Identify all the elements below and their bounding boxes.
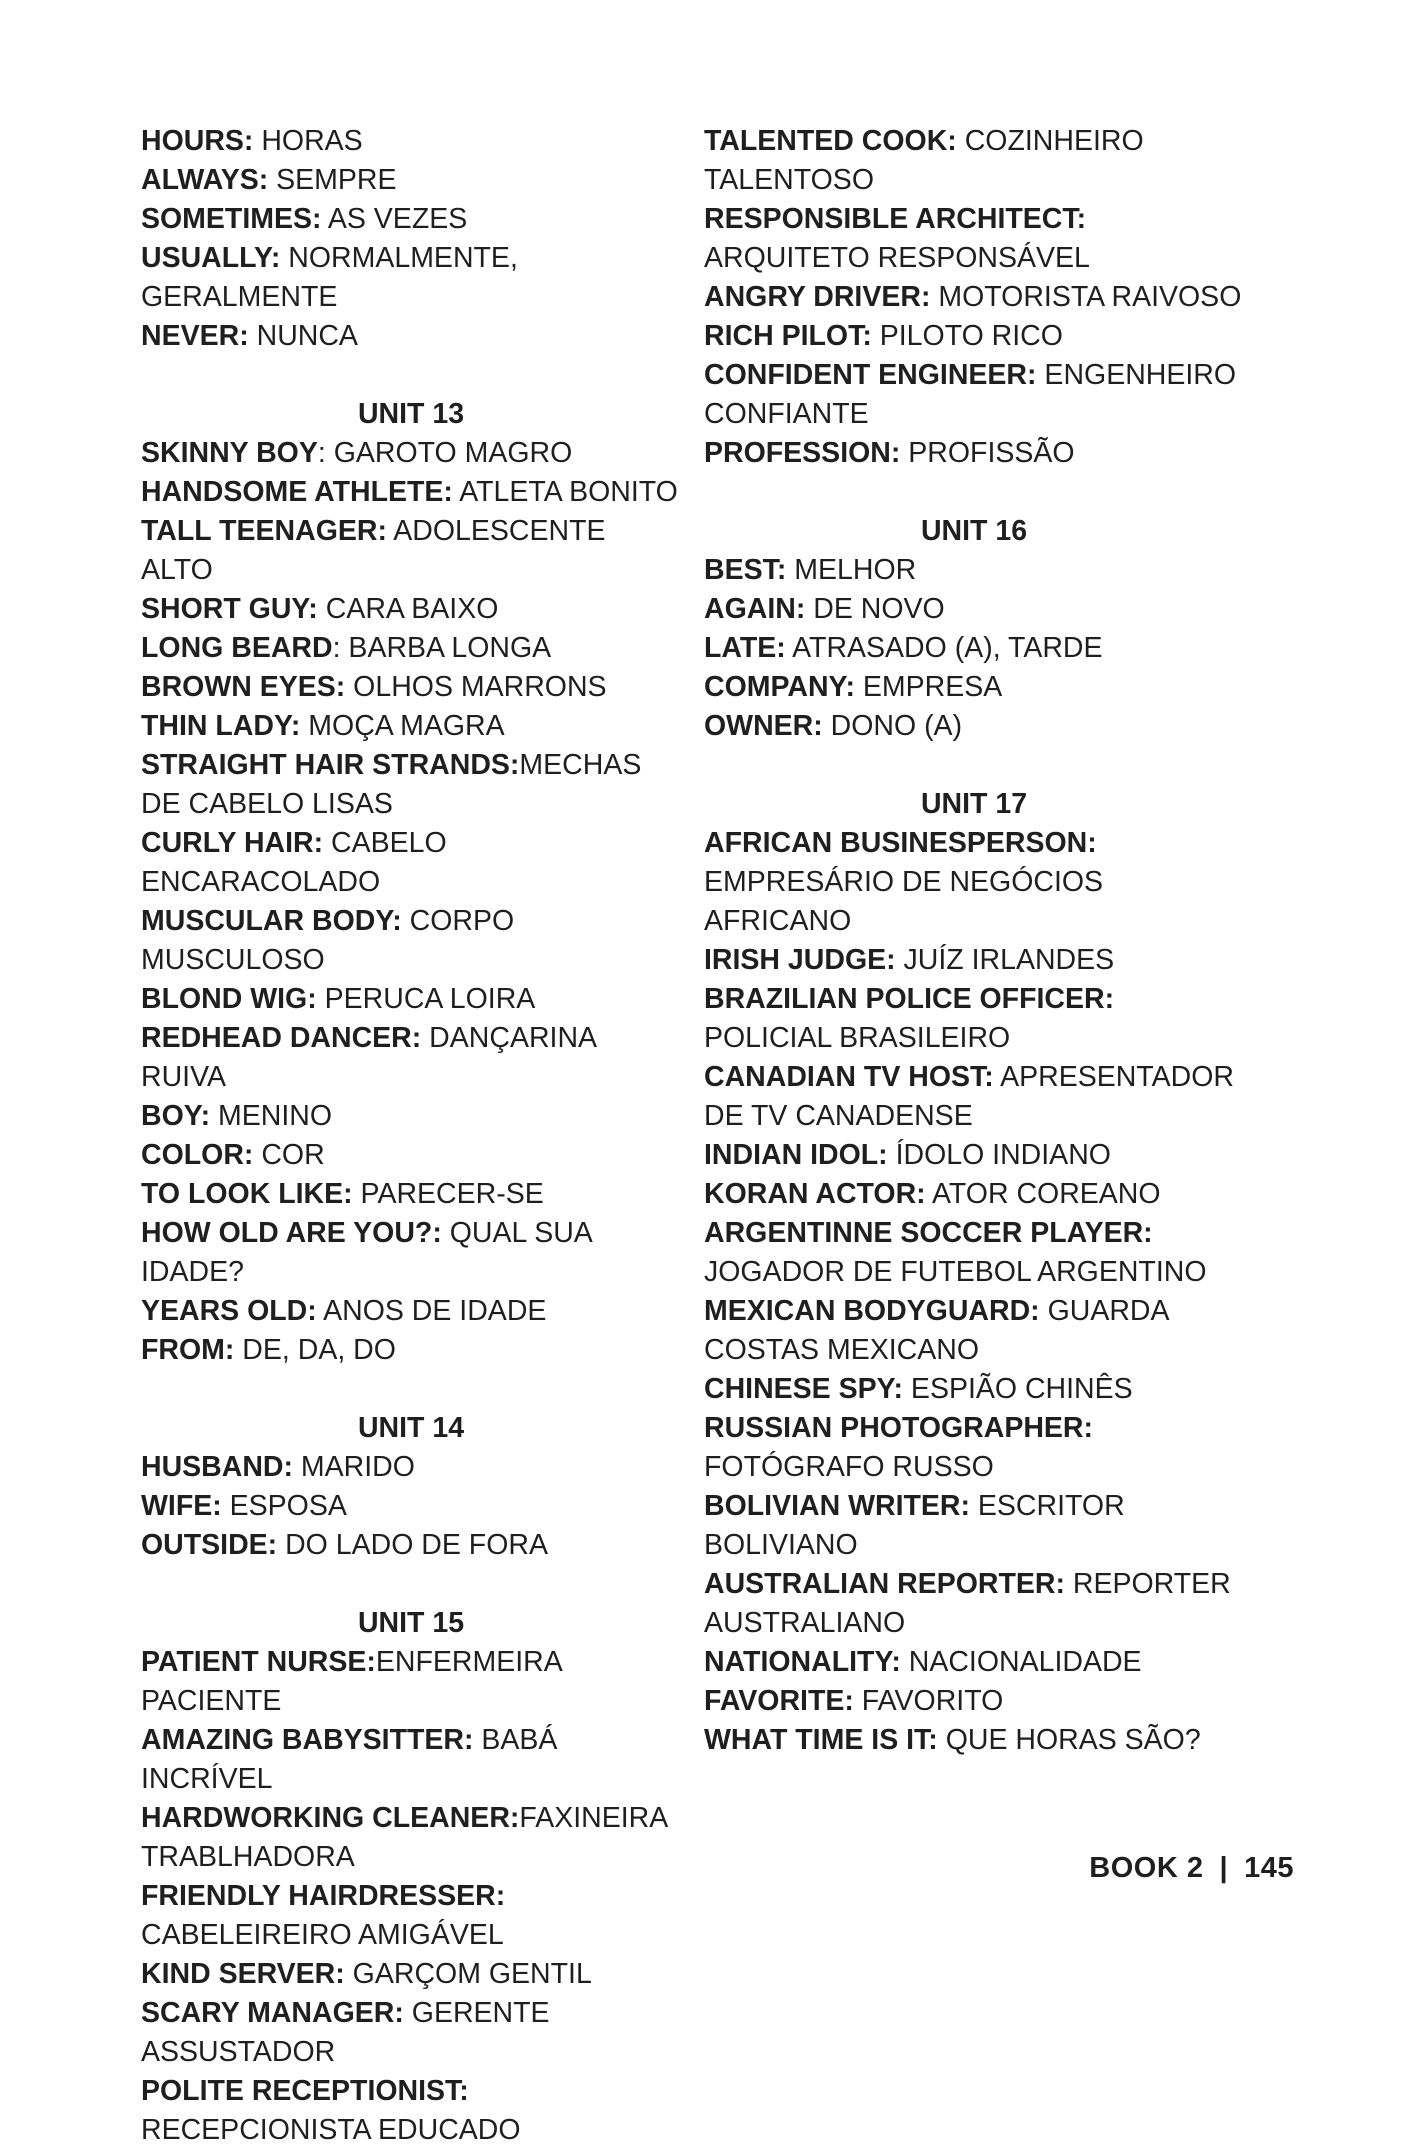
vocab-entry: LONG BEARD: BARBA LONGA (141, 632, 552, 664)
vocab-entry: FRIENDLY HAIRDRESSER: CABELEIREIRO AMIGÁVEL (141, 1880, 506, 1951)
vocab-entry: BEST: MELHOR (704, 554, 917, 586)
vocab-entry: INDIAN IDOL: ÍDOLO INDIANO (704, 1139, 1111, 1171)
vocab-entry: RICH PILOT: PILOTO RICO (704, 320, 1063, 352)
unit-17-heading: UNIT 17 (920, 788, 1028, 820)
vocab-entry: TO LOOK LIKE: PARECER-SE (141, 1178, 544, 1210)
vocab-entry: AMAZING BABYSITTER: BABÁ INCRÍVEL (141, 1724, 558, 1795)
vocab-entry: WIFE: ESPOSA (141, 1490, 347, 1522)
right-column (704, 122, 1244, 1760)
vocab-entry: PROFESSION: PROFISSÃO (704, 437, 1075, 469)
vocab-entry: NATIONALITY: NACIONALIDADE (704, 1646, 1142, 1678)
vocab-entry: THIN LADY: MOÇA MAGRA (141, 710, 505, 742)
vocab-entry: TALL TEENAGER: ADOLESCENTE ALTO (141, 515, 606, 586)
vocab-entry: HUSBAND: MARIDO (141, 1451, 415, 1483)
vocab-entry: COLOR: COR (141, 1139, 325, 1171)
vocab-entry: BOY: MENINO (141, 1100, 333, 1132)
vocab-entry: YEARS OLD: ANOS DE IDADE (141, 1295, 547, 1327)
intro-vocab-list (141, 122, 681, 356)
vocab-entry: TALENTED COOK: COZINHEIRO TALENTOSO (704, 125, 1144, 196)
page-number: 145 (1244, 1852, 1294, 1884)
vocab-entry: AGAIN: DE NOVO (704, 593, 945, 625)
unit-17-vocab-list (704, 824, 1244, 1760)
vocab-entry: ANGRY DRIVER: MOTORISTA RAIVOSO (704, 281, 1242, 313)
vocab-entry: HARDWORKING CLEANER:FAXINEIRA TRABLHADORA (141, 1802, 667, 1873)
vocab-entry: KIND SERVER: GARÇOM GENTIL (141, 1958, 592, 1990)
vocab-entry: CHINESE SPY: ESPIÃO CHINÊS (704, 1373, 1133, 1405)
vocab-entry: MEXICAN BODYGUARD: GUARDA COSTAS MEXICANO (704, 1295, 1168, 1366)
unit-14-heading: UNIT 14 (357, 1412, 465, 1444)
vocab-entry: MUSCULAR BODY: CORPO MUSCULOSO (141, 905, 515, 976)
unit-14-vocab-list (141, 1448, 681, 1565)
book-label: BOOK 2 (1089, 1852, 1204, 1884)
vocab-entry: OWNER: DONO (A) (704, 710, 963, 742)
vocab-entry: USUALLY: NORMALMENTE, GERALMENTE (141, 242, 518, 313)
vocab-entry: HANDSOME ATHLETE: ATLETA BONITO (141, 476, 678, 508)
vocab-entry: SCARY MANAGER: GERENTE ASSUSTADOR (141, 1997, 550, 2068)
unit-13-vocab-list (141, 434, 681, 1370)
unit-16-heading: UNIT 16 (920, 515, 1028, 547)
vocab-entry: BROWN EYES: OLHOS MARRONS (141, 671, 607, 703)
vocab-entry: PATIENT NURSE:ENFERMEIRA PACIENTE (141, 1646, 562, 1717)
vocab-entry: STRAIGHT HAIR STRANDS:MECHAS DE CABELO LISAS (141, 749, 642, 820)
vocab-entry: RUSSIAN PHOTOGRAPHER: FOTÓGRAFO RUSSO (704, 1412, 1094, 1483)
page-footer (1089, 1852, 1294, 1885)
vocab-entry: NEVER: NUNCA (141, 320, 358, 352)
vocab-entry: BOLIVIAN WRITER: ESCRITOR BOLIVIANO (704, 1490, 1125, 1561)
vocab-entry: OUTSIDE: DO LADO DE FORA (141, 1529, 548, 1561)
vocab-entry: IRISH JUDGE: JUÍZ IRLANDES (704, 944, 1115, 976)
footer-separator: | (1219, 1852, 1229, 1884)
vocab-entry: POLITE RECEPTIONIST: RECEPCIONISTA EDUCADO (141, 2075, 521, 2146)
vocab-entry: AFRICAN BUSINESPERSON: EMPRESÁRIO DE NEGÓCIOS AFRICANO (704, 827, 1104, 937)
vocab-entry: HOURS: HORAS (141, 125, 363, 157)
vocab-entry: RESPONSIBLE ARCHITECT: ARQUITETO RESPONSÁVEL (704, 203, 1090, 274)
vocab-entry: KORAN ACTOR: ATOR COREANO (704, 1178, 1161, 1210)
vocab-entry: SKINNY BOY: GAROTO MAGRO (141, 437, 573, 469)
vocab-entry: REDHEAD DANCER: DANÇARINA RUIVA (141, 1022, 596, 1093)
vocab-entry: CANADIAN TV HOST: APRESENTADOR DE TV CANADENSE (704, 1061, 1234, 1132)
vocab-entry: WHAT TIME IS IT: QUE HORAS SÃO? (704, 1724, 1201, 1756)
vocab-entry: ARGENTINNE SOCCER PLAYER: JOGADOR DE FUTEBOL ARGENTINO (704, 1217, 1207, 1288)
vocab-entry: SOMETIMES: AS VEZES (141, 203, 468, 235)
vocab-entry: CONFIDENT ENGINEER: ENGENHEIRO CONFIANTE (704, 359, 1237, 430)
vocab-entry: LATE: ATRASADO (A), TARDE (704, 632, 1103, 664)
vocab-entry: BLOND WIG: PERUCA LOIRA (141, 983, 536, 1015)
vocab-entry: COMPANY: EMPRESA (704, 671, 1003, 703)
vocab-entry: ALWAYS: SEMPRE (141, 164, 397, 196)
unit-15-heading: UNIT 15 (357, 1607, 465, 1639)
vocab-entry: BRAZILIAN POLICE OFFICER: POLICIAL BRASILEIRO (704, 983, 1115, 1054)
vocab-entry: HOW OLD ARE YOU?: QUAL SUA IDADE? (141, 1217, 592, 1288)
unit-13-heading: UNIT 13 (357, 398, 465, 430)
vocab-entry: SHORT GUY: CARA BAIXO (141, 593, 499, 625)
vocab-entry: AUSTRALIAN REPORTER: REPORTER AUSTRALIANO (704, 1568, 1231, 1639)
left-column (141, 122, 681, 2150)
vocab-entry: CURLY HAIR: CABELO ENCARACOLADO (141, 827, 447, 898)
vocab-entry: FROM: DE, DA, DO (141, 1334, 396, 1366)
unit-16-vocab-list (704, 551, 1244, 746)
vocab-entry: FAVORITE: FAVORITO (704, 1685, 1004, 1717)
unit-15-vocab-list (141, 1643, 681, 2150)
unit-15-continued-vocab-list (704, 122, 1244, 473)
